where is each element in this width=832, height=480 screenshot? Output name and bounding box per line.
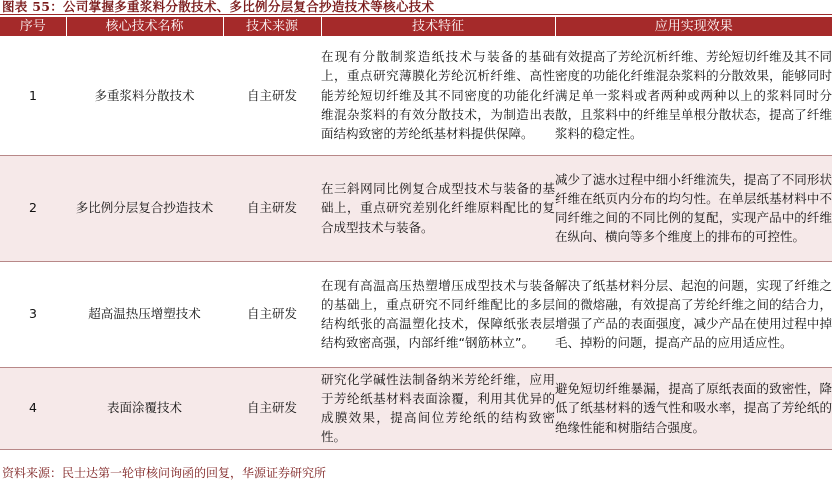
cell-feature: 在现有高温高压热塑增压成型技术与装备的基础上，重点研究不同纤维配比的多层结构纸张的高温塑化技术，保障纸张表层结构致密高强，内部纤维“钢筋林立”。 [321,261,555,367]
core-tech-table [0,17,832,450]
table-caption: 图表 55：公司掌握多重浆料分散技术、多比例分层复合抄造技术等核心技术 [2,0,435,14]
source-note: 资料来源：民士达第一轮审核问询函的回复，华源证券研究所 [2,466,327,480]
cell-name: 多比例分层复合抄造技术 [66,155,223,261]
table-row [0,155,832,261]
header-num: 序号 [0,17,66,36]
cell-effect: 减少了滤水过程中细小纤维流失，提高了不同形状纤维在纸页内分布的均匀性。在单层纸基材料中不同纤维之间的不同比例的复配，实现产品中的纤维在纵向、横向等多个维度上的排布的可控性。 [555,155,832,261]
cell-name: 表面涂覆技术 [66,367,223,449]
cell-source: 自主研发 [223,367,321,449]
cell-num: 1 [0,36,66,155]
cell-feature: 研究化学碱性法制备纳米芳纶纤维，应用于芳纶纸基材料表面涂覆，利用其优异的成膜效果，提高间位芳纶纸的结构致密性。 [321,367,555,449]
header-source: 技术来源 [223,17,321,36]
table-row [0,367,832,449]
header-feature: 技术特征 [321,17,555,36]
cell-feature: 在现有分散制浆造纸技术与装备的基础上，重点研究薄膜化芳纶沉析纤维、高性能芳纶短切纤维及其不同密度的功能化纤维混杂浆料的有效分散技术，为制造出表面结构致密的芳纶纸基材料提供保障。 [321,36,555,155]
cell-source: 自主研发 [223,261,321,367]
cell-name: 多重浆料分散技术 [66,36,223,155]
cell-num: 3 [0,261,66,367]
cell-name: 超高温热压增塑技术 [66,261,223,367]
cell-effect: 有效提高了芳纶沉析纤维、芳纶短切纤维及其不同密度的功能化纤维混杂浆料的分散效果，能够同时满足单一浆料或者两种或两种以上的浆料同时分散，且浆料中的纤维呈单根分散状态，提高了纤维浆料的稳定性。 [555,36,832,155]
cell-feature: 在三斜网同比例复合成型技术与装备的基础上，重点研究差别化纤维原料配比的复合成型技术与装备。 [321,155,555,261]
header-effect: 应用实现效果 [555,17,832,36]
cell-num: 2 [0,155,66,261]
cell-num: 4 [0,367,66,449]
cell-source: 自主研发 [223,155,321,261]
table-row [0,36,832,155]
header-name: 核心技术名称 [66,17,223,36]
cell-effect: 解决了纸基材料分层、起泡的问题，实现了纤维之间的微熔融，有效提高了芳纶纤维之间的结合力，增强了产品的表面强度，减少产品在使用过程中掉毛、掉粉的问题，提高产品的应用适应性。 [555,261,832,367]
caption-divider [0,14,832,15]
cell-source: 自主研发 [223,36,321,155]
table-header-row [0,17,832,36]
table-row [0,261,832,367]
cell-effect: 避免短切纤维暴漏，提高了原纸表面的致密性，降低了纸基材料的透气性和吸水率，提高了芳纶纸的绝缘性能和树脂结合强度。 [555,367,832,449]
